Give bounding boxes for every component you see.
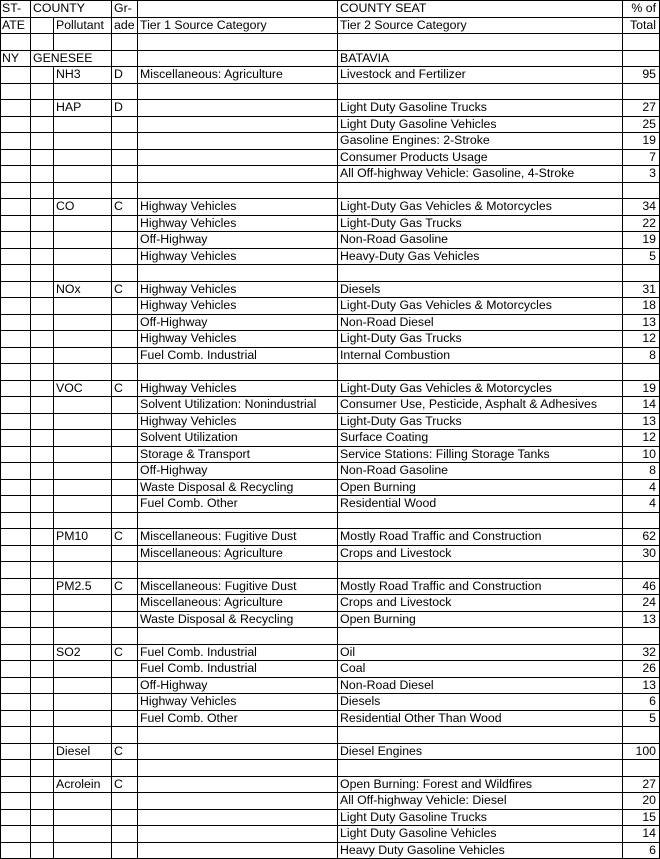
tier2-cell: Light-Duty Gas Trucks: [338, 331, 623, 348]
pollutant-cell: SO2: [54, 644, 112, 661]
table-row: [1, 644, 660, 661]
percent-cell: 13: [623, 677, 660, 694]
tier2-cell: Residential Other Than Wood: [338, 710, 623, 727]
pollutant-cell: PM2.5: [54, 578, 112, 595]
percent-cell: 3: [623, 166, 660, 183]
spacer-row: [1, 628, 660, 645]
tier2-cell: Livestock and Fertilizer: [338, 67, 623, 84]
percent-cell: 8: [623, 347, 660, 364]
table-row: [1, 793, 660, 810]
tier2-cell: Non-Road Gasoline: [338, 463, 623, 480]
tier2-cell: Open Burning: [338, 611, 623, 628]
table-row: [1, 496, 660, 513]
spacer-row: [1, 727, 660, 744]
table-row: [1, 232, 660, 249]
spacer-row: [1, 512, 660, 529]
pollutant-cell: Acrolein: [54, 776, 112, 793]
spacer-row: [1, 562, 660, 579]
spacer-row: [1, 83, 660, 100]
grade-cell: C: [112, 199, 138, 216]
table-row: [1, 694, 660, 711]
percent-cell: 25: [623, 116, 660, 133]
tier2-cell: Non-Road Gasoline: [338, 232, 623, 249]
grade-cell: C: [112, 380, 138, 397]
table-row: [1, 314, 660, 331]
tier2-cell: Heavy-Duty Gas Vehicles: [338, 248, 623, 265]
tier1-cell: Solvent Utilization: [138, 430, 338, 447]
tier2-cell: Light-Duty Gas Trucks: [338, 413, 623, 430]
header-grade-top: Gr-: [112, 1, 138, 18]
tier1-cell: Highway Vehicles: [138, 694, 338, 711]
table-row: [1, 842, 660, 859]
table-row: [1, 677, 660, 694]
table-row: [1, 133, 660, 150]
tier2-cell: Diesels: [338, 694, 623, 711]
percent-cell: 100: [623, 743, 660, 760]
tier2-cell: Coal: [338, 661, 623, 678]
tier2-cell: Internal Combustion: [338, 347, 623, 364]
percent-cell: 7: [623, 149, 660, 166]
header-county-seat: COUNTY SEAT: [338, 1, 623, 18]
tier1-cell: [138, 826, 338, 843]
tier2-cell: Light-Duty Gas Vehicles & Motorcycles: [338, 298, 623, 315]
percent-cell: 13: [623, 314, 660, 331]
percent-cell: 27: [623, 776, 660, 793]
percent-cell: 10: [623, 446, 660, 463]
header-tier1-top: [138, 1, 338, 18]
tier2-cell: Light Duty Gasoline Trucks: [338, 100, 623, 117]
tier1-cell: Waste Disposal & Recycling: [138, 479, 338, 496]
grade-cell: C: [112, 776, 138, 793]
tier1-cell: Highway Vehicles: [138, 281, 338, 298]
table-row: [1, 248, 660, 265]
tier1-cell: Miscellaneous: Agriculture: [138, 545, 338, 562]
tier2-cell: Light-Duty Gas Vehicles & Motorcycles: [338, 380, 623, 397]
tier2-cell: Oil: [338, 644, 623, 661]
header-pollutant: Pollutant: [54, 17, 112, 34]
tier2-cell: Consumer Use, Pesticide, Asphalt & Adhesives: [338, 397, 623, 414]
table-row: [1, 595, 660, 612]
table-row: [1, 529, 660, 546]
tier2-cell: Surface Coating: [338, 430, 623, 447]
pollutant-cell: NH3: [54, 67, 112, 84]
percent-cell: 12: [623, 331, 660, 348]
percent-cell: 4: [623, 479, 660, 496]
table-row: [1, 413, 660, 430]
tier1-cell: [138, 776, 338, 793]
percent-cell: 22: [623, 215, 660, 232]
percent-cell: 26: [623, 661, 660, 678]
tier1-cell: Off-Highway: [138, 677, 338, 694]
spacer-row: [1, 182, 660, 199]
tier2-cell: Non-Road Diesel: [338, 314, 623, 331]
header-tier2: Tier 2 Source Category: [338, 17, 623, 34]
tier1-cell: Fuel Comb. Industrial: [138, 661, 338, 678]
table-row: [1, 446, 660, 463]
header-state-top: ST-: [1, 1, 31, 18]
header-row-2: [1, 17, 660, 34]
tier2-cell: Mostly Road Traffic and Construction: [338, 578, 623, 595]
header-tier1: Tier 1 Source Category: [138, 17, 338, 34]
table-row: [1, 661, 660, 678]
tier1-cell: [138, 743, 338, 760]
table-row: [1, 380, 660, 397]
tier2-cell: Mostly Road Traffic and Construction: [338, 529, 623, 546]
tier2-cell: All Off-highway Vehicle: Gasoline, 4-Stroke: [338, 166, 623, 183]
table-row: [1, 743, 660, 760]
tier2-cell: Light-Duty Gas Trucks: [338, 215, 623, 232]
tier2-cell: Light Duty Gasoline Vehicles: [338, 826, 623, 843]
percent-cell: 32: [623, 644, 660, 661]
table-row: [1, 298, 660, 315]
tier1-cell: [138, 149, 338, 166]
header-pct-total: Total: [623, 17, 660, 34]
tier1-cell: Highway Vehicles: [138, 380, 338, 397]
tier2-cell: Light-Duty Gas Vehicles & Motorcycles: [338, 199, 623, 216]
table-row: [1, 826, 660, 843]
table-row: [1, 578, 660, 595]
grade-cell: D: [112, 100, 138, 117]
table-row: [1, 215, 660, 232]
percent-cell: 34: [623, 199, 660, 216]
table-row: [1, 281, 660, 298]
tier1-cell: Miscellaneous: Fugitive Dust: [138, 578, 338, 595]
table-row: [1, 116, 660, 133]
table-row: [1, 545, 660, 562]
tier2-cell: Crops and Livestock: [338, 545, 623, 562]
percent-cell: 18: [623, 298, 660, 315]
tier1-cell: Highway Vehicles: [138, 199, 338, 216]
tier2-cell: Diesel Engines: [338, 743, 623, 760]
percent-cell: 95: [623, 67, 660, 84]
grade-cell: C: [112, 281, 138, 298]
percent-cell: 13: [623, 611, 660, 628]
percent-cell: 31: [623, 281, 660, 298]
tier2-cell: Service Stations: Filling Storage Tanks: [338, 446, 623, 463]
tier2-cell: Light Duty Gasoline Trucks: [338, 809, 623, 826]
spacer-row: [1, 265, 660, 282]
tier1-cell: [138, 133, 338, 150]
tier1-cell: Miscellaneous: Agriculture: [138, 595, 338, 612]
tier2-cell: Consumer Products Usage: [338, 149, 623, 166]
percent-cell: 27: [623, 100, 660, 117]
percent-cell: 19: [623, 380, 660, 397]
location-row: [1, 50, 660, 67]
percent-cell: 46: [623, 578, 660, 595]
table-row: [1, 331, 660, 348]
percent-cell: 19: [623, 133, 660, 150]
percent-cell: 5: [623, 710, 660, 727]
header-grade-bottom: ade: [112, 17, 138, 34]
percent-cell: 5: [623, 248, 660, 265]
tier1-cell: [138, 842, 338, 859]
pollutant-cell: VOC: [54, 380, 112, 397]
percent-cell: 30: [623, 545, 660, 562]
percent-cell: 6: [623, 842, 660, 859]
tier1-cell: Off-Highway: [138, 232, 338, 249]
header-state-bottom: ATE: [1, 17, 31, 34]
tier1-cell: Off-Highway: [138, 463, 338, 480]
grade-cell: C: [112, 578, 138, 595]
table-row: [1, 479, 660, 496]
tier2-cell: Light Duty Gasoline Vehicles: [338, 116, 623, 133]
tier2-cell: Open Burning: [338, 479, 623, 496]
tier1-cell: Fuel Comb. Industrial: [138, 347, 338, 364]
grade-cell: C: [112, 743, 138, 760]
percent-cell: 20: [623, 793, 660, 810]
percent-cell: 12: [623, 430, 660, 447]
tier2-cell: Non-Road Diesel: [338, 677, 623, 694]
percent-cell: 8: [623, 463, 660, 480]
table-row: [1, 463, 660, 480]
tier1-cell: Miscellaneous: Fugitive Dust: [138, 529, 338, 546]
table-row: [1, 611, 660, 628]
spacer-row: [1, 760, 660, 777]
percent-cell: 4: [623, 496, 660, 513]
emissions-table-body: [1, 1, 660, 859]
tier2-cell: Residential Wood: [338, 496, 623, 513]
header-blank: [31, 17, 54, 34]
table-row: [1, 397, 660, 414]
percent-cell: 14: [623, 397, 660, 414]
table-row: [1, 149, 660, 166]
tier2-cell: Gasoline Engines: 2-Stroke: [338, 133, 623, 150]
tier1-cell: Waste Disposal & Recycling: [138, 611, 338, 628]
pollutant-cell: NOx: [54, 281, 112, 298]
county-seat-cell: BATAVIA: [338, 50, 623, 67]
percent-cell: 6: [623, 694, 660, 711]
tier1-cell: Highway Vehicles: [138, 413, 338, 430]
tier1-cell: Highway Vehicles: [138, 298, 338, 315]
pollutant-cell: PM10: [54, 529, 112, 546]
tier1-cell: [138, 793, 338, 810]
tier1-cell: Highway Vehicles: [138, 215, 338, 232]
header-pct-top: % of: [623, 1, 660, 18]
state-cell: NY: [1, 50, 31, 67]
table-row: [1, 710, 660, 727]
percent-cell: 24: [623, 595, 660, 612]
table-row: [1, 776, 660, 793]
table-row: [1, 166, 660, 183]
tier1-cell: [138, 166, 338, 183]
pollutant-cell: HAP: [54, 100, 112, 117]
county-cell: GENESEE: [31, 50, 112, 67]
header-county: COUNTY: [31, 1, 112, 18]
percent-cell: 13: [623, 413, 660, 430]
tier2-cell: Heavy Duty Gasoline Vehicles: [338, 842, 623, 859]
tier2-cell: Diesels: [338, 281, 623, 298]
tier1-cell: Highway Vehicles: [138, 331, 338, 348]
table-row: [1, 347, 660, 364]
tier1-cell: Fuel Comb. Other: [138, 710, 338, 727]
percent-cell: 19: [623, 232, 660, 249]
tier2-cell: Open Burning: Forest and Wildfires: [338, 776, 623, 793]
table-row: [1, 809, 660, 826]
tier1-cell: Miscellaneous: Agriculture: [138, 67, 338, 84]
table-row: [1, 67, 660, 84]
grade-cell: C: [112, 529, 138, 546]
percent-cell: 15: [623, 809, 660, 826]
tier2-cell: Crops and Livestock: [338, 595, 623, 612]
pollutant-cell: Diesel: [54, 743, 112, 760]
tier1-cell: Solvent Utilization: Nonindustrial: [138, 397, 338, 414]
tier1-cell: Highway Vehicles: [138, 248, 338, 265]
tier1-cell: [138, 100, 338, 117]
tier1-cell: [138, 809, 338, 826]
header-row-1: [1, 1, 660, 18]
grade-cell: D: [112, 67, 138, 84]
table-row: [1, 430, 660, 447]
table-row: [1, 100, 660, 117]
spacer-row: [1, 34, 660, 51]
tier1-cell: Fuel Comb. Other: [138, 496, 338, 513]
percent-cell: 62: [623, 529, 660, 546]
tier1-cell: [138, 116, 338, 133]
tier1-cell: Storage & Transport: [138, 446, 338, 463]
spacer-row: [1, 364, 660, 381]
grade-cell: C: [112, 644, 138, 661]
tier1-cell: Fuel Comb. Industrial: [138, 644, 338, 661]
tier2-cell: All Off-highway Vehicle: Diesel: [338, 793, 623, 810]
pollutant-cell: CO: [54, 199, 112, 216]
tier1-cell: Off-Highway: [138, 314, 338, 331]
percent-cell: 14: [623, 826, 660, 843]
table-row: [1, 199, 660, 216]
